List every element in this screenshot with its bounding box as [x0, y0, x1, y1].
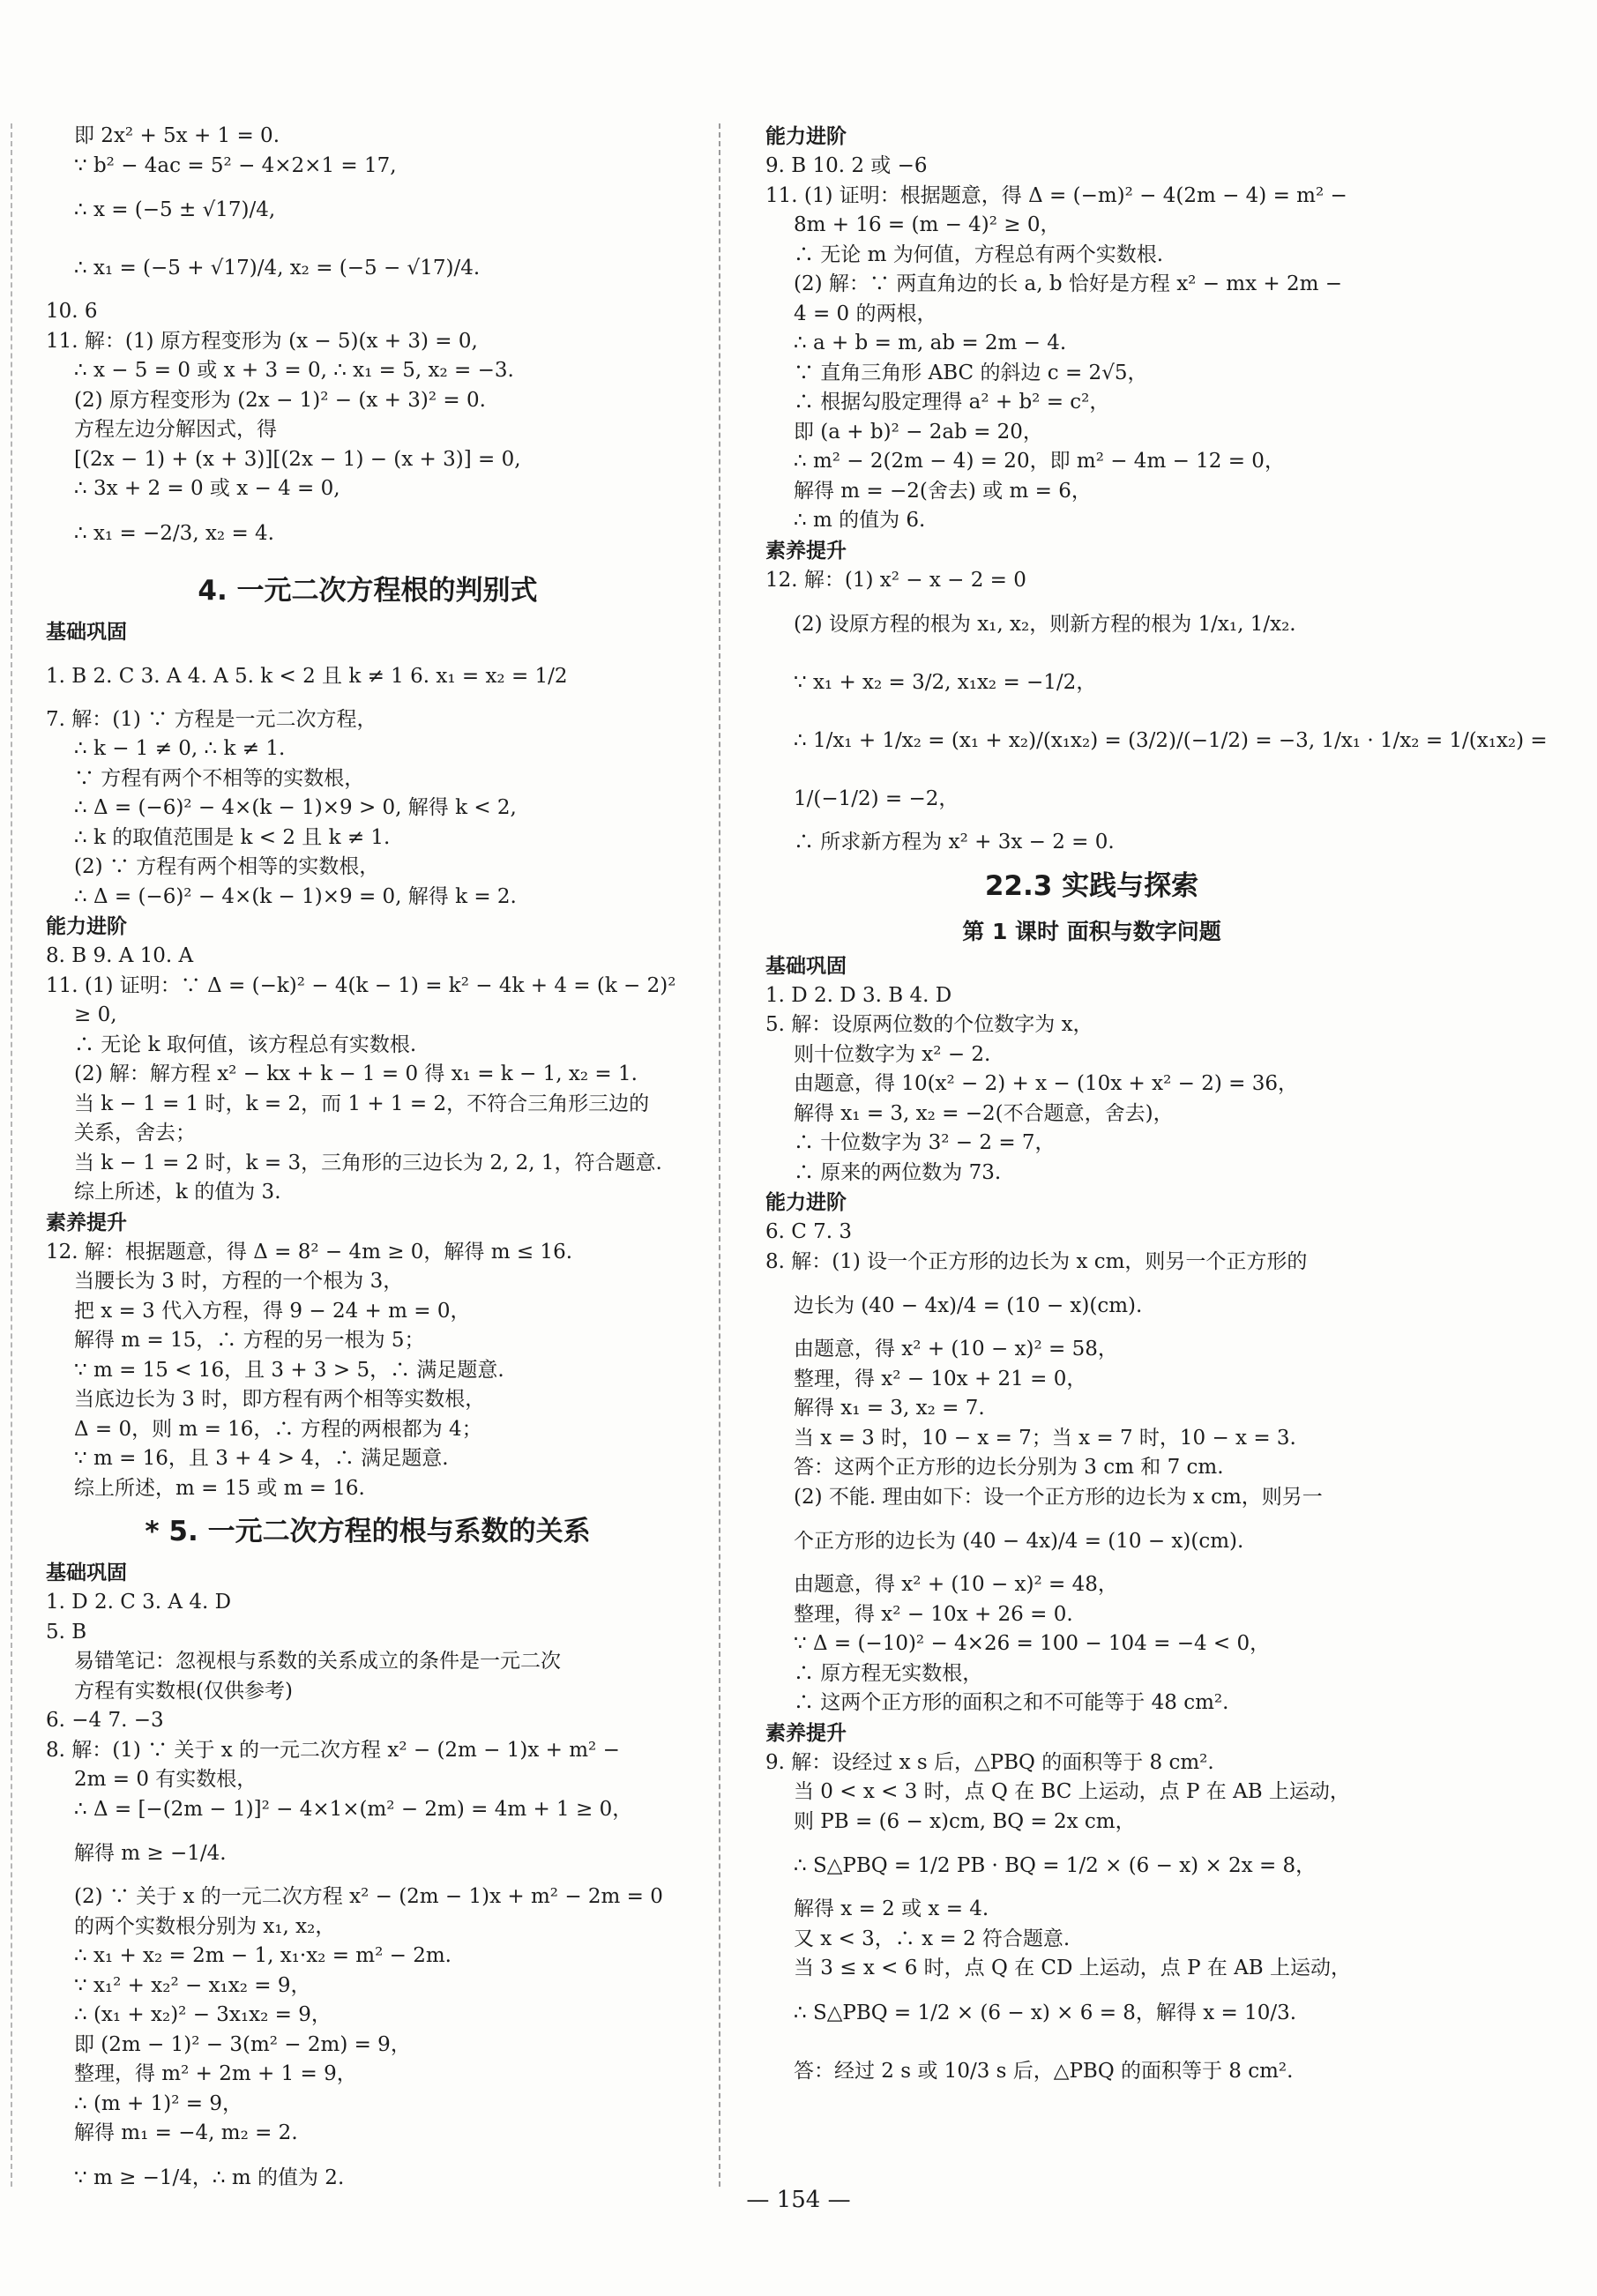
answer-line: 整理，得 x² − 10x + 26 = 0.: [794, 1602, 1073, 1626]
answer-line: 8. B 9. A 10. A: [46, 944, 194, 967]
answer-line: 解得 m = −2(舍去) 或 m = 6，: [794, 479, 1092, 503]
answer-line: 1. B 2. C 3. A 4. A 5. k < 2 且 k ≠ 1 6. x₁ = x₂ = 1/2: [46, 664, 568, 688]
answer-line: ∴ S△PBQ = 1/2 PB · BQ = 1/2 × (6 − x) × 2x = 8，: [794, 1854, 1317, 1877]
answer-line: 1/(−1/2) = −2，: [794, 787, 959, 810]
answer-line: 9. B 10. 2 或 −6: [765, 154, 928, 177]
answer-line: ∴ k − 1 ≠ 0, ∴ k ≠ 1.: [74, 737, 286, 760]
answer-line: ∴ a + b = m, ab = 2m − 4.: [794, 332, 1067, 354]
answer-line: ∵ 直角三角形 ABC 的斜边 c = 2√5，: [794, 361, 1148, 384]
answer-line: 当 k − 1 = 1 时，k = 2，而 1 + 1 = 2，不符合三角形三边的: [74, 1092, 650, 1115]
answer-line: ∴ 十位数字为 3² − 2 = 7，: [794, 1131, 1056, 1154]
answer-line: 边长为 (40 − 4x)/4 = (10 − x)(cm).: [794, 1294, 1143, 1317]
answer-line: 当 x = 3 时，10 − x = 7；当 x = 7 时，10 − x = 3.: [794, 1426, 1296, 1450]
answer-line: ∵ b² − 4ac = 5² − 4×2×1 = 17,: [74, 153, 397, 177]
answer-line: 11. 解：(1) 原方程变形为 (x − 5)(x + 3) = 0,: [46, 329, 478, 353]
section-title: * 5. 一元二次方程的根与系数的关系: [145, 1516, 591, 1547]
answer-line: 12. 解：根据题意，得 Δ = 8² − 4m ≥ 0，解得 m ≤ 16.: [46, 1240, 573, 1264]
answer-line: 8. 解：(1) 设一个正方形的边长为 x cm，则另一个正方形的: [765, 1249, 1308, 1273]
section-heading: 能力进阶: [765, 125, 847, 148]
answer-line: ∵ Δ = (−10)² − 4×26 = 100 − 104 = −4 < 0，: [794, 1632, 1271, 1655]
answer-line: ∴ 所求新方程为 x² + 3x − 2 = 0.: [794, 831, 1115, 854]
answer-line: 解得 m₁ = −4, m₂ = 2.: [74, 2121, 298, 2144]
answer-line: ∴ (m + 1)² = 9，: [74, 2091, 243, 2115]
answer-line: 6. C 7. 3: [765, 1220, 853, 1243]
lesson-subtitle: 第 1 课时 面积与数字问题: [962, 918, 1221, 944]
answer-line: 又 x < 3，∴ x = 2 符合题意.: [794, 1927, 1071, 1950]
binding-edge-line: [11, 123, 12, 2187]
answer-line: ∵ m = 15 < 16，且 3 + 3 > 5，∴ 满足题意.: [74, 1358, 504, 1382]
answer-line: 则 PB = (6 − x)cm, BQ = 2x cm，: [794, 1809, 1136, 1833]
answer-line: 9. 解：设经过 x s 后，△PBQ 的面积等于 8 cm².: [765, 1750, 1214, 1774]
answer-line: 1. D 2. C 3. A 4. D: [46, 1591, 232, 1614]
answer-line: 由题意，得 x² + (10 − x)² = 48，: [794, 1573, 1118, 1596]
answer-line: 方程有实数根(仅供参考): [74, 1679, 293, 1703]
answer-line: 11. (1) 证明：根据题意，得 Δ = (−m)² − 4(2m − 4) = m² −: [765, 183, 1347, 207]
answer-line: 5. 解：设原两位数的个位数字为 x，: [765, 1013, 1093, 1036]
answer-line: 即 (2m − 1)² − 3(m² − 2m) = 9，: [74, 2032, 411, 2056]
section-heading: 能力进阶: [765, 1191, 847, 1214]
answer-line: 当底边长为 3 时，即方程有两个相等实数根，: [74, 1388, 486, 1411]
section-heading: 基础巩固: [46, 620, 127, 644]
answer-line: (2) 原方程变形为 (2x − 1)² − (x + 3)² = 0.: [74, 388, 486, 412]
answer-line: ∴ 根据勾股定理得 a² + b² = c²，: [794, 391, 1110, 414]
answer-line: 当 k − 1 = 2 时，k = 3，三角形的三边长为 2, 2, 1，符合题意.: [74, 1151, 662, 1174]
answer-line: 整理，得 m² + 2m + 1 = 9，: [74, 2062, 357, 2085]
answer-line: 10. 6: [46, 300, 98, 323]
answer-line: ∴ x₁ = (−5 + √17)/4, x₂ = (−5 − √17)/4.: [74, 257, 481, 280]
answer-line: 5. B: [46, 1620, 87, 1644]
answer-line: 即 2x² + 5x + 1 = 0.: [74, 124, 280, 147]
section-heading: 素养提升: [765, 1721, 847, 1745]
answer-line: ∴ x₁ = −2/3, x₂ = 4.: [74, 521, 274, 545]
answer-line: ∵ x₁² + x₂² − x₁x₂ = 9，: [74, 1973, 311, 1997]
answer-line: 综上所述，m = 15 或 m = 16.: [74, 1476, 365, 1500]
section-title: 4. 一元二次方程根的判别式: [198, 574, 538, 607]
answer-line: 4 = 0 的两根，: [794, 302, 937, 325]
section-title: 22.3 实践与探索: [984, 869, 1199, 902]
answer-line: 2m = 0 有实数根，: [74, 1768, 257, 1791]
answer-line: 7. 解：(1) ∵ 方程是一元二次方程，: [46, 707, 377, 731]
answer-line: ∴ 原来的两位数为 73.: [794, 1160, 1002, 1184]
section-heading: 能力进阶: [46, 915, 127, 938]
answer-line: 11. (1) 证明：∵ Δ = (−k)² − 4(k − 1) = k² − 4k + 4 = (k − 2)²: [46, 973, 676, 997]
answer-line: 解得 m ≥ −1/4.: [74, 1842, 227, 1865]
answer-line: ∴ S△PBQ = 1/2 × (6 − x) × 6 = 8，解得 x = 10/3.: [794, 2001, 1297, 2024]
answer-line: ∴ x₁ + x₂ = 2m − 1, x₁·x₂ = m² − 2m.: [74, 1944, 451, 1967]
answer-line: 则十位数字为 x² − 2.: [794, 1042, 991, 1066]
answer-line: ∴ 这两个正方形的面积之和不可能等于 48 cm².: [794, 1691, 1229, 1714]
answer-line: 个正方形的边长为 (40 − 4x)/4 = (10 − x)(cm).: [794, 1530, 1244, 1553]
answer-line: ∴ Δ = (−6)² − 4×(k − 1)×9 = 0, 解得 k = 2.: [74, 884, 517, 908]
answer-line: 把 x = 3 代入方程，得 9 − 24 + m = 0，: [74, 1299, 471, 1323]
answer-line: (2) 解：∵ 两直角边的长 a, b 恰好是方程 x² − mx + 2m −: [794, 272, 1342, 295]
answer-line: (2) 解：解方程 x² − kx + k − 1 = 0 得 x₁ = k − 1, x₂ = 1.: [74, 1062, 638, 1085]
answer-line: 由题意，得 x² + (10 − x)² = 58，: [794, 1338, 1118, 1360]
section-heading: 素养提升: [765, 539, 847, 563]
answer-line: ∴ 无论 k 取何值，该方程总有实数根.: [74, 1032, 417, 1056]
answer-line: 由题意，得 10(x² − 2) + x − (10x + x² − 2) = 36，: [794, 1072, 1298, 1095]
answer-line: 1. D 2. D 3. B 4. D: [765, 983, 952, 1007]
answer-line: ≥ 0,: [74, 1003, 117, 1026]
answer-line: 的两个实数根分别为 x₁, x₂，: [74, 1914, 336, 1938]
answer-line: 6. −4 7. −3: [46, 1709, 164, 1732]
answer-line: ∴ (x₁ + x₂)² − 3x₁x₂ = 9，: [74, 2003, 332, 2026]
answer-line: ∴ x = (−5 ± √17)/4,: [74, 198, 276, 221]
answer-line: (2) ∵ 方程有两个相等的实数根，: [74, 855, 380, 878]
answer-line: ∵ 方程有两个不相等的实数根，: [74, 766, 365, 790]
answer-line: ∵ m ≥ −1/4，∴ m 的值为 2.: [74, 2166, 345, 2189]
section-heading: 素养提升: [46, 1211, 127, 1234]
answer-line: [(2x − 1) + (x + 3)][(2x − 1) − (x + 3)] = 0,: [74, 447, 521, 471]
answer-line: ∵ m = 16，且 3 + 4 > 4，∴ 满足题意.: [74, 1447, 449, 1470]
answer-line: 解得 m = 15，∴ 方程的另一根为 5；: [74, 1329, 425, 1352]
answer-line: ∴ 无论 m 为何值，方程总有两个实数根.: [794, 242, 1164, 266]
answer-line: ∴ k 的取值范围是 k < 2 且 k ≠ 1.: [74, 825, 391, 849]
answer-line: 即 (a + b)² − 2ab = 20，: [794, 420, 1043, 444]
answer-line: 12. 解：(1) x² − x − 2 = 0: [765, 568, 1026, 592]
answer-line: (2) 不能. 理由如下：设一个正方形的边长为 x cm，则另一: [794, 1485, 1323, 1509]
answer-line: 综上所述，k 的值为 3.: [74, 1181, 281, 1204]
answer-line: ∴ 原方程无实数根，: [794, 1661, 983, 1685]
page-number: — 154 —: [746, 2187, 851, 2213]
answer-line: 易错笔记：忽视根与系数的关系成立的条件是一元二次: [74, 1650, 561, 1673]
section-heading: 基础巩固: [46, 1562, 127, 1584]
answer-line: 解得 x₁ = 3, x₂ = 7.: [794, 1397, 985, 1420]
answer-line: 答：这两个正方形的边长分别为 3 cm 和 7 cm.: [794, 1456, 1224, 1479]
answer-line: 答：经过 2 s 或 10/3 s 后，△PBQ 的面积等于 8 cm².: [794, 2059, 1294, 2083]
answer-line: (2) 设原方程的根为 x₁, x₂，则新方程的根为 1/x₁, 1/x₂.: [794, 613, 1296, 636]
answer-line: 关系，舍去；: [74, 1122, 196, 1144]
answer-line: 当 0 < x < 3 时，点 Q 在 BC 上运动，点 P 在 AB 上运动，: [794, 1780, 1350, 1803]
right-column: [765, 122, 1548, 2100]
answer-line: 8m + 16 = (m − 4)² ≥ 0，: [794, 213, 1061, 236]
answer-line: ∴ m 的值为 6.: [794, 509, 926, 532]
answer-line: 方程左边分解因式，得: [74, 418, 277, 441]
section-heading: 基础巩固: [765, 954, 847, 978]
answer-line: 整理，得 x² − 10x + 21 = 0，: [794, 1367, 1087, 1390]
answer-line: ∴ Δ = [−(2m − 1)]² − 4×1×(m² − 2m) = 4m + 1 ≥ 0，: [74, 1797, 633, 1821]
answer-line: 8. 解：(1) ∵ 关于 x 的一元二次方程 x² − (2m − 1)x + m² −: [46, 1738, 620, 1762]
answer-line: (2) ∵ 关于 x 的一元二次方程 x² − (2m − 1)x + m² − 2m = 0: [74, 1885, 663, 1908]
answer-line: 解得 x = 2 或 x = 4.: [794, 1897, 989, 1920]
answer-line: 解得 x₁ = 3, x₂ = −2(不合题意，舍去)，: [794, 1101, 1174, 1125]
answer-line: ∵ x₁ + x₂ = 3/2, x₁x₂ = −1/2，: [794, 671, 1097, 694]
answer-line: ∴ 1/x₁ + 1/x₂ = (x₁ + x₂)/(x₁x₂) = (3/2)/(−1/2) = −3, 1/x₁ · 1/x₂ = 1/(x₁x₂) =: [794, 729, 1548, 752]
answer-line: ∴ x − 5 = 0 或 x + 3 = 0, ∴ x₁ = 5, x₂ = −3.: [74, 359, 514, 382]
answer-line: Δ = 0，则 m = 16，∴ 方程的两根都为 4；: [74, 1417, 482, 1441]
answer-line: ∴ Δ = (−6)² − 4×(k − 1)×9 > 0, 解得 k < 2,: [74, 796, 517, 819]
answer-line: ∴ m² − 2(2m − 4) = 20，即 m² − 4m − 12 = 0，: [794, 450, 1285, 473]
answer-line: 当 3 ≤ x < 6 时，点 Q 在 CD 上运动，点 P 在 AB 上运动，: [794, 1957, 1352, 1979]
left-column: [46, 122, 690, 2207]
answer-line: ∴ 3x + 2 = 0 或 x − 4 = 0,: [74, 477, 340, 500]
answer-line: 当腰长为 3 时，方程的一个根为 3，: [74, 1270, 404, 1293]
column-divider: [719, 123, 720, 2187]
